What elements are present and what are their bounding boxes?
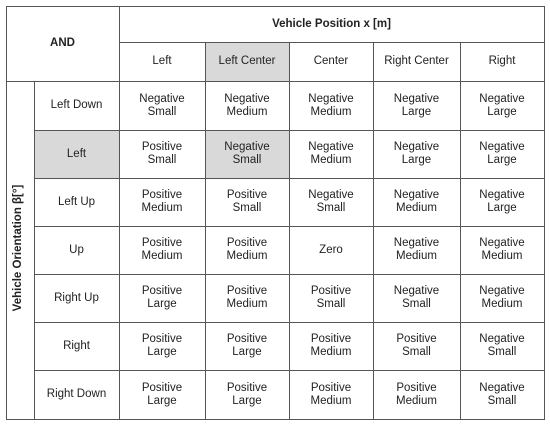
table-cell (205, 226, 289, 274)
column-header (289, 42, 373, 81)
table-cell (119, 226, 205, 274)
border-top (6, 6, 544, 7)
table-cell-text: Negative Medium (393, 189, 440, 214)
table-cell-text: Positive Medium (310, 381, 352, 407)
table-cell (373, 81, 460, 130)
table-cell (205, 274, 289, 322)
row-label (34, 81, 119, 130)
table-cell-text: Positive Medium (310, 333, 352, 358)
table-cell (373, 178, 460, 226)
row-label (34, 370, 119, 419)
column-header-text: Center (313, 55, 349, 67)
table-cell (460, 130, 544, 178)
table-cell-text: Positive Medium (226, 285, 268, 310)
table-cell (460, 370, 544, 419)
row-label (34, 322, 119, 370)
table-cell (289, 178, 373, 226)
column-header (205, 42, 289, 81)
table-cell-text: Negative Medium (479, 237, 525, 262)
table-cell (289, 130, 373, 178)
row-label-text: Left Up (57, 195, 96, 208)
table-cell (460, 226, 544, 274)
header-divider (119, 42, 544, 43)
table-cell (119, 322, 205, 370)
table-cell (289, 274, 373, 322)
table-cell-text: Positive Large (141, 381, 183, 407)
table-cell-text: Zero (319, 243, 343, 256)
table-cell-text: Positive Small (226, 189, 268, 214)
column-group-label: Vehicle Position x [m] (272, 17, 391, 30)
table-cell (373, 370, 460, 419)
col-divider (289, 42, 290, 419)
table-cell (205, 178, 289, 226)
table-cell-text: Negative Small (479, 333, 525, 358)
table-cell-text: Positive Small (310, 285, 352, 310)
border-bottom (6, 419, 545, 420)
table-cell-text: Negative Large (479, 189, 525, 214)
row-label (34, 274, 119, 322)
col-divider (119, 6, 120, 419)
table-cell (205, 322, 289, 370)
table-cell-text: Negative Medium (393, 237, 440, 262)
table-cell (119, 130, 205, 178)
corner-label: AND (50, 37, 75, 49)
row-label-text: Right Up (54, 291, 99, 304)
table-cell-text: Negative Large (479, 92, 525, 118)
table-cell-text: Negative Small (479, 381, 525, 407)
table-cell (460, 81, 544, 130)
table-cell-text: Negative Large (479, 141, 525, 166)
table-cell (460, 322, 544, 370)
header-bottom-line (6, 81, 544, 82)
table-cell (289, 81, 373, 130)
table-cell-text: Negative Medium (224, 92, 270, 118)
table-cell-text: Negative Large (393, 92, 440, 118)
row-divider (34, 130, 544, 131)
table-cell-text: Positive Medium (141, 189, 183, 214)
table-cell-text: Positive Large (226, 381, 268, 407)
table-cell (289, 322, 373, 370)
table-cell (373, 274, 460, 322)
row-label-divider (34, 81, 35, 419)
table-cell-text: Negative Medium (308, 141, 354, 166)
border-left (6, 6, 7, 419)
row-divider (34, 322, 544, 323)
table-cell-text: Positive Large (226, 333, 268, 358)
table-cell-text: Positive Medium (141, 237, 183, 262)
table-cell (460, 178, 544, 226)
column-header-text: Right Center (384, 55, 449, 67)
table-cell-text: Positive Large (141, 333, 183, 358)
row-label-text: Right (63, 339, 90, 352)
table-cell-text: Negative Small (224, 141, 270, 166)
table-cell (289, 370, 373, 419)
table-cell-text: Negative Medium (479, 285, 525, 310)
table-cell-text: Negative Medium (308, 92, 354, 118)
table-cell (373, 130, 460, 178)
row-label (34, 178, 119, 226)
row-label-text: Left (66, 147, 87, 160)
column-header-text: Right (488, 55, 516, 67)
col-divider (205, 42, 206, 419)
table-cell (205, 370, 289, 419)
col-divider (373, 42, 374, 419)
border-right (544, 6, 545, 419)
table-cell-text: Positive Medium (226, 237, 268, 262)
table-cell-text: Negative Small (308, 189, 354, 214)
table-cell-text: Negative Small (393, 285, 440, 310)
row-label (34, 226, 119, 274)
table-cell (373, 226, 460, 274)
row-divider (34, 274, 544, 275)
column-group-header (119, 6, 544, 42)
table-cell (289, 226, 373, 274)
row-label (34, 130, 119, 178)
table-cell (119, 178, 205, 226)
row-group-label: Vehicle Orientation β[°] (12, 184, 24, 312)
table-cell-text: Negative Large (393, 141, 440, 166)
table-cell (119, 81, 205, 130)
row-divider (34, 178, 544, 179)
column-header-text: Left (152, 55, 172, 67)
table-cell-text: Positive Small (396, 333, 437, 358)
table-cell-text: Positive Small (141, 141, 183, 166)
table-cell (205, 81, 289, 130)
table-cell-text: Positive Medium (396, 381, 437, 407)
column-header-text: Left Center (218, 55, 276, 67)
column-header (373, 42, 460, 81)
column-header (460, 42, 544, 81)
row-label-text: Left Down (50, 99, 103, 111)
table-cell (373, 322, 460, 370)
row-divider (34, 226, 544, 227)
row-label-text: Right Down (46, 388, 107, 400)
table-cell (119, 370, 205, 419)
column-header (119, 42, 205, 81)
table-cell (205, 130, 289, 178)
table-cell (460, 274, 544, 322)
table-cell-text: Positive Large (141, 285, 183, 310)
row-divider (34, 370, 544, 371)
col-divider (460, 42, 461, 419)
table-cell (119, 274, 205, 322)
row-label-text: Up (69, 243, 84, 256)
table-cell-text: Negative Small (139, 92, 185, 118)
